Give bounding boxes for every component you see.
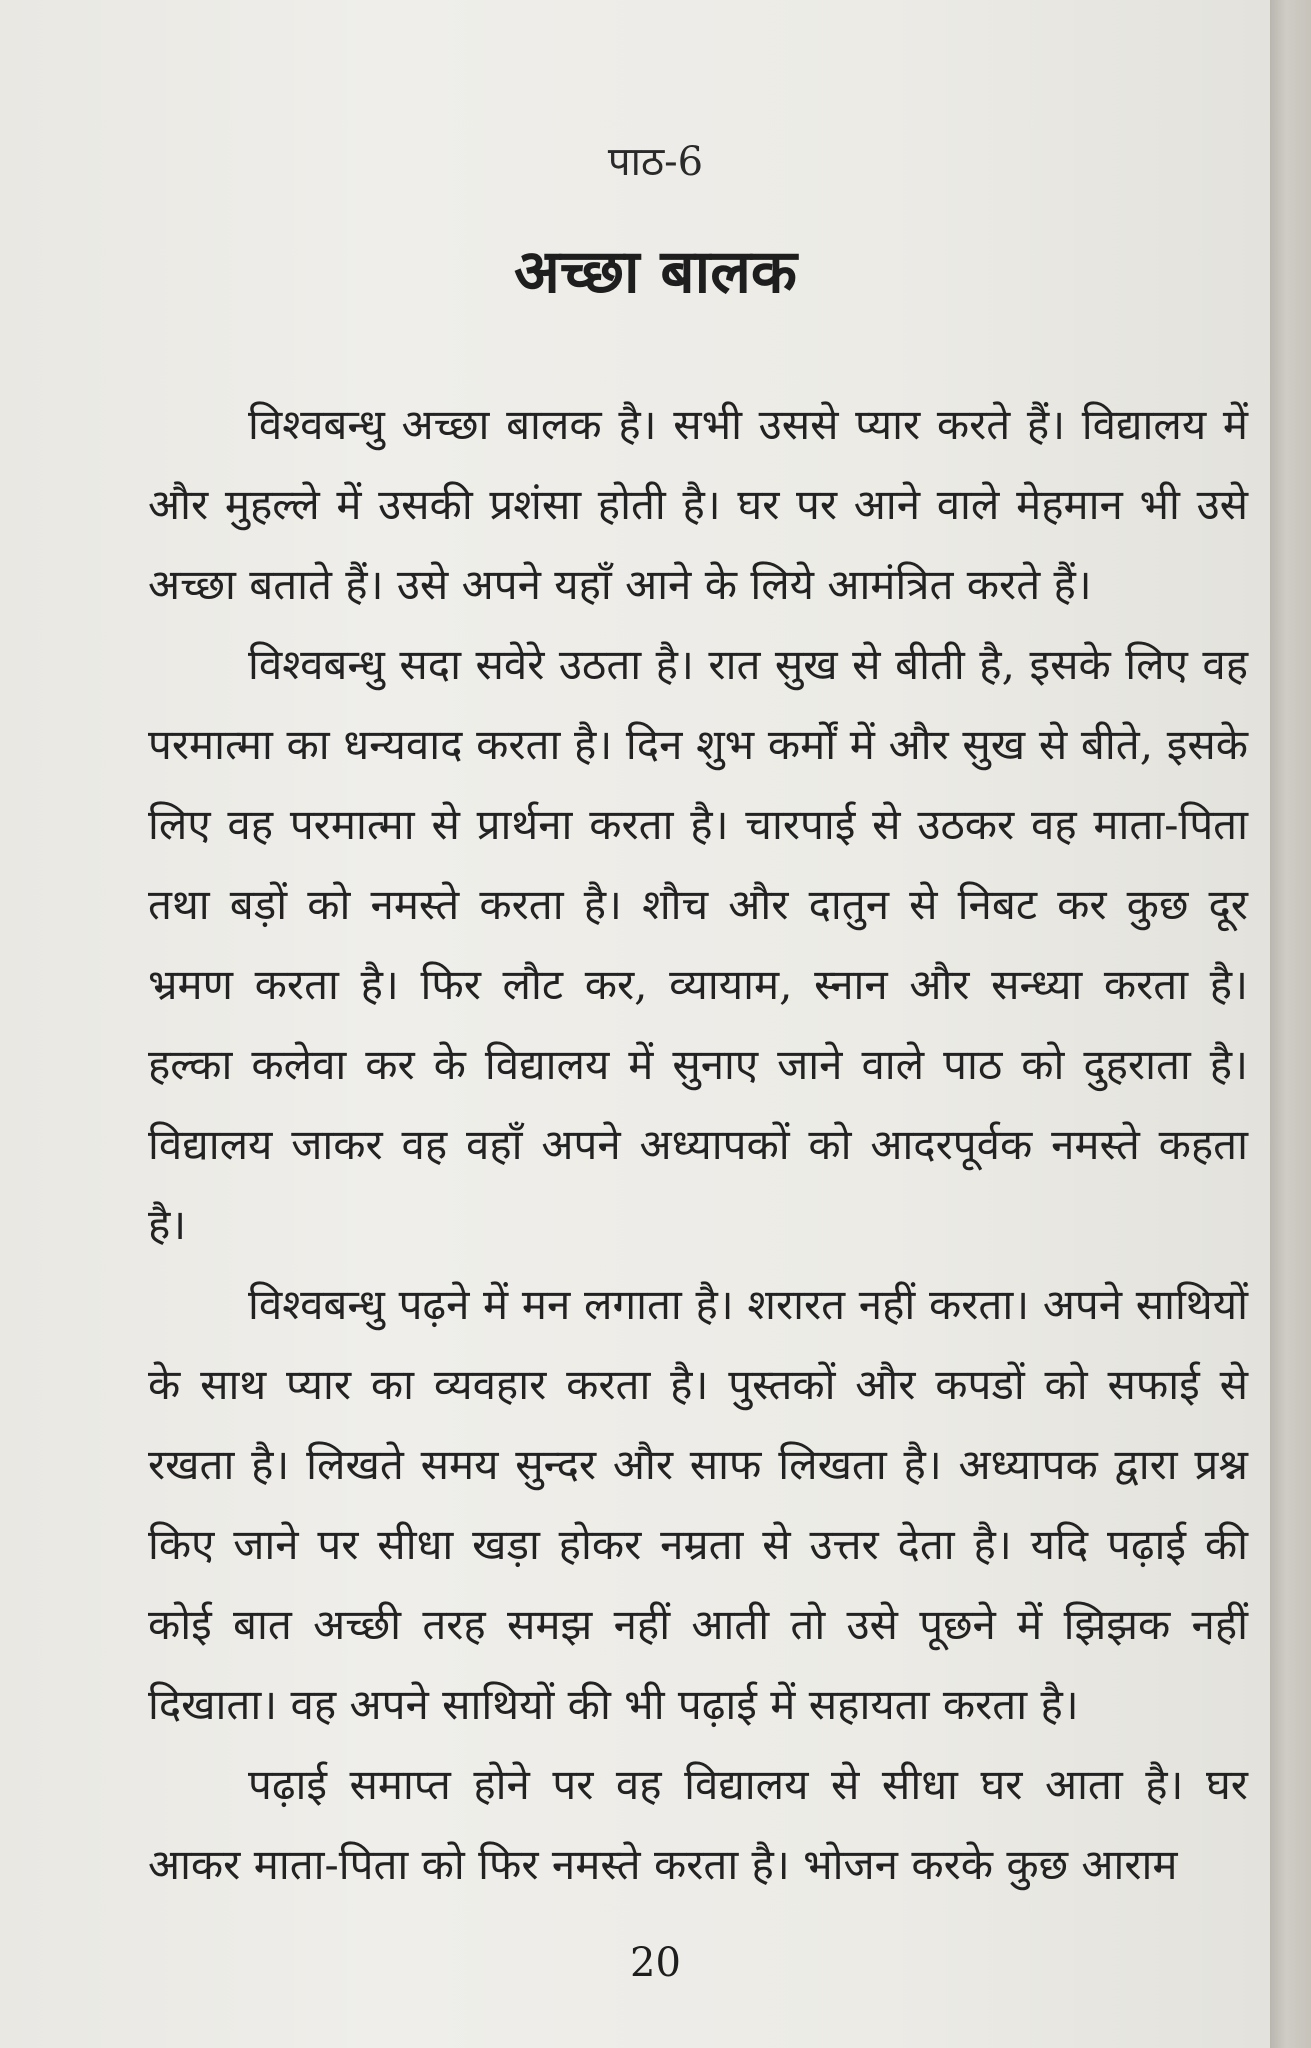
paragraph-3: विश्वबन्धु पढ़ने में मन लगाता है। शरारत नहीं करता। अपने साथियों के साथ प्यार का व्यवहार करता है। पुस्तकों और कपडों को सफाई से रखता है। लिखते समय सुन्दर और साफ लिखता है। अध्यापक द्वारा प्रश्न किए जाने पर सीधा खड़ा होकर नम्रता से उत्तर देता है। यदि पढ़ाई की कोई बात अच्छी तरह समझ नहीं आती तो उसे पूछने में झिझक नहीं दिखाता। वह अपने साथियों की भी पढ़ाई में सहायता करता है। <box>148 1280 1248 1729</box>
paragraph-1: विश्वबन्धु अच्छा बालक है। सभी उससे प्यार करते हैं। विद्यालय में और मुहल्ले में उसकी प्रशंसा होती है। घर पर आने वाले मेहमान भी उसे अच्छा बताते हैं। उसे अपने यहाँ आने के लिये आमंत्रित करते हैं। <box>148 400 1248 609</box>
lesson-number: पाठ-6 <box>607 139 704 185</box>
lesson-body <box>148 385 1248 1905</box>
paragraph-2: विश्वबन्धु सदा सवेरे उठता है। रात सुख से बीती है, इसके लिए वह परमात्मा का धन्यवाद करता है। दिन शुभ कर्मों में और सुख से बीते, इसके लिए वह परमात्मा से प्रार्थना करता है। चारपाई से उठकर वह माता-पिता तथा बड़ों को नमस्ते करता है। शौच और दातुन से निबट कर कुछ दूर भ्रमण करता है। फिर लौट कर, व्यायाम, स्नान और सन्ध्या करता है। हल्का कलेवा कर के विद्यालय में सुनाए जाने वाले पाठ को दुहराता है। विद्यालय जाकर वह वहाँ अपने अध्यापकों को आदरपूर्वक नमस्ते कहता है। <box>148 640 1248 1249</box>
lesson-title: अच्छा बालक <box>514 237 797 307</box>
page-number: 20 <box>630 1940 681 1986</box>
paragraph-4: पढ़ाई समाप्त होने पर वह विद्यालय से सीधा घर आता है। घर आकर माता-पिता को फिर नमस्ते करता है। भोजन करके कुछ आराम <box>148 1760 1248 1889</box>
page-edge <box>1270 0 1311 2048</box>
